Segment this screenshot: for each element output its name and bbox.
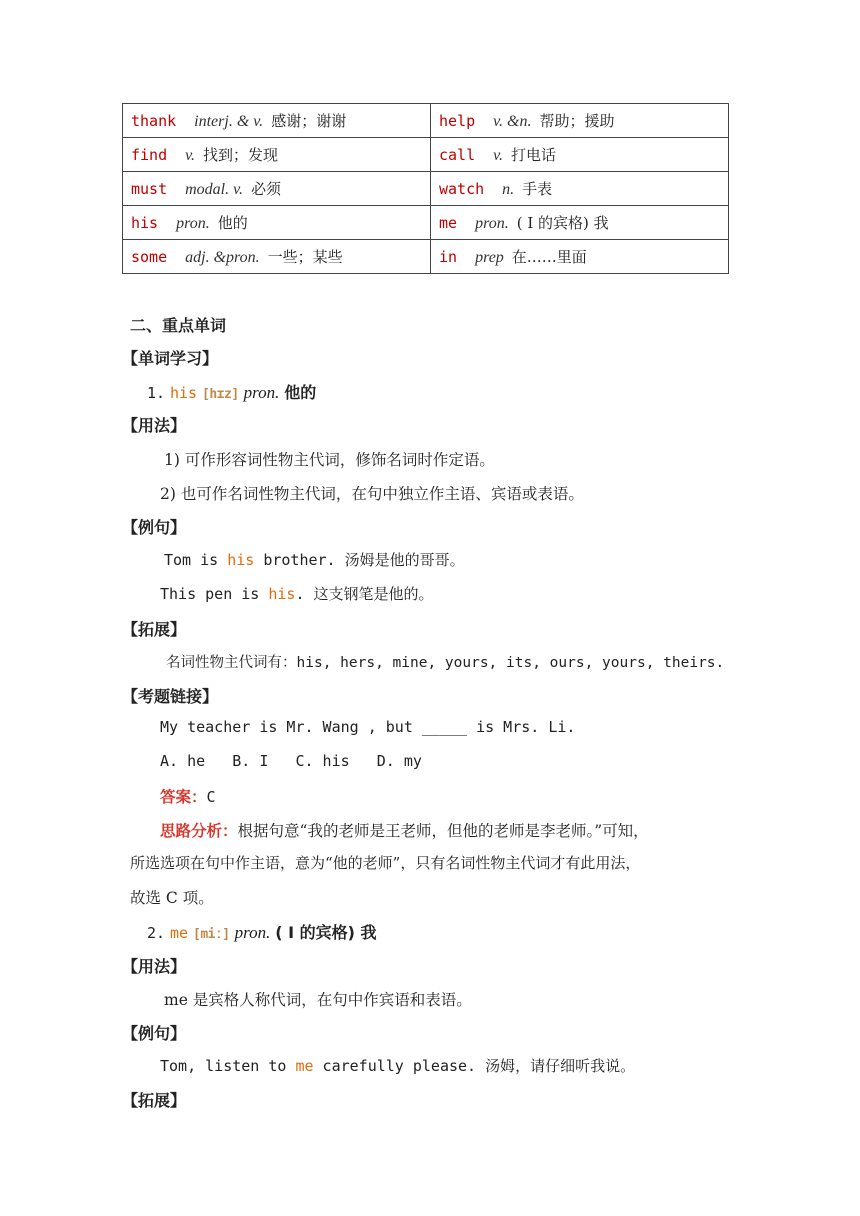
answer-label: 答案： [160,788,207,806]
entry-2-number: 2. [147,924,166,942]
vocab-row [123,240,729,274]
vocab-meaning: 手表 [522,180,553,198]
entry-2-phonetic: [miː] [193,927,230,942]
vocab-meaning: 一些；某些 [267,248,343,266]
entry-1-number: 1. [147,384,166,402]
vocab-word: his [131,214,159,232]
entry-1-meaning: 他的 [284,383,317,402]
entry-1-header [147,380,316,403]
vocab-meaning: 必须 [251,180,282,198]
usage-heading-1: 【用法】 [122,416,187,435]
vocab-meaning: 他的 [217,214,248,232]
vocab-word: must [131,180,168,198]
vocab-table [122,103,729,274]
section-title: 二、重点单词 [130,316,227,335]
keyword-his: his [268,585,296,603]
vocab-cell [431,172,729,206]
vocab-pos: v. [185,147,196,164]
keyword-his: his [227,551,255,569]
answer-value: C [206,788,216,806]
entry-1-example-1: Tom is his brother. 汤姆是他的哥哥。 [164,551,465,569]
entry-1-phonetic: [hɪz] [202,387,239,402]
vocab-pos: interj. & v. [194,113,264,130]
entry-1-extend: 名词性物主代词有：his, hers, mine, yours, its, ours, yours, theirs. [166,655,725,671]
vocab-pos: modal. v. [185,181,244,198]
entry-1-word: his [170,384,198,402]
vocab-word: watch [439,180,485,198]
vocab-row [123,172,729,206]
entry-1-pos: pron. [243,383,280,402]
entry-2-pos: pron. [234,923,271,942]
vocab-word: find [131,146,168,164]
entry-1-example-2: This pen is his. 这支钢笔是他的。 [160,585,434,603]
vocab-cell [123,104,431,138]
vocab-meaning: ( I 的宾格) 我 [516,214,609,232]
extend-heading-2: 【拓展】 [122,1091,187,1110]
analysis-line-1: 思路分析：根据句意“我的老师是王老师，但他的老师是李老师。”可知， [160,822,649,840]
entry-2-meaning: ( I 的宾格) 我 [275,923,377,942]
vocab-meaning: 打电话 [511,146,557,164]
vocab-pos: n. [502,181,515,198]
vocab-row [123,104,729,138]
vocab-meaning: 感谢；谢谢 [271,112,347,130]
vocab-cell [431,104,729,138]
vocab-meaning: 找到；发现 [203,146,279,164]
vocab-word: thank [131,112,177,130]
vocab-word: some [131,248,168,266]
usage-heading-2: 【用法】 [122,957,187,976]
vocab-cell [123,240,431,274]
vocab-row [123,206,729,240]
vocab-pos: v. &n. [493,113,532,130]
vocab-cell [123,138,431,172]
vocab-pos: prep [475,249,504,266]
entry-2-word: me [170,924,189,942]
keyword-me: me [295,1057,314,1075]
analysis-line-2: 所选选项在句中作主语，意为“他的老师”，只有名词性物主代词才有此用法， [130,854,641,872]
example-heading-2: 【例句】 [122,1024,187,1043]
vocab-cell [123,172,431,206]
vocab-pos: adj. &pron. [185,249,260,266]
vocab-word: me [439,214,458,232]
quiz-question: My teacher is Mr. Wang , but _____ is Mrs. Li. [160,718,576,736]
quiz-heading: 【考题链接】 [122,687,219,706]
vocab-row [123,138,729,172]
answer [160,785,216,807]
vocab-meaning: 帮助；援助 [539,112,615,130]
quiz-options: A. he B. I C. his D. my [160,752,422,770]
entry-1-usage-1: 1) 可作形容词性物主代词，修饰名词时作定语。 [164,451,495,469]
vocab-cell [431,240,729,274]
vocab-cell [123,206,431,240]
analysis-line-3: 故选 C 项。 [130,889,214,907]
extend-heading-1: 【拓展】 [122,620,187,639]
vocab-cell [431,206,729,240]
vocab-meaning: 在……里面 [511,248,587,266]
vocab-word: in [439,248,458,266]
example-heading-1: 【例句】 [122,518,187,537]
vocab-cell [431,138,729,172]
vocab-word: call [439,146,476,164]
vocab-pos: v. [493,147,504,164]
study-heading: 【单词学习】 [122,349,219,368]
vocab-pos: pron. [176,215,210,232]
entry-2-usage: me 是宾格人称代词，在句中作宾语和表语。 [164,991,472,1009]
vocab-word: help [439,112,476,130]
entry-1-usage-2: 2) 也可作名词性物主代词，在句中独立作主语、宾语或表语。 [160,485,584,503]
entry-2-example-1: Tom, listen to me carefully please. 汤姆，请仔细听我说。 [160,1057,636,1075]
vocab-pos: pron. [475,215,509,232]
analysis-label: 思路分析： [160,822,238,840]
entry-2-header [147,920,377,943]
